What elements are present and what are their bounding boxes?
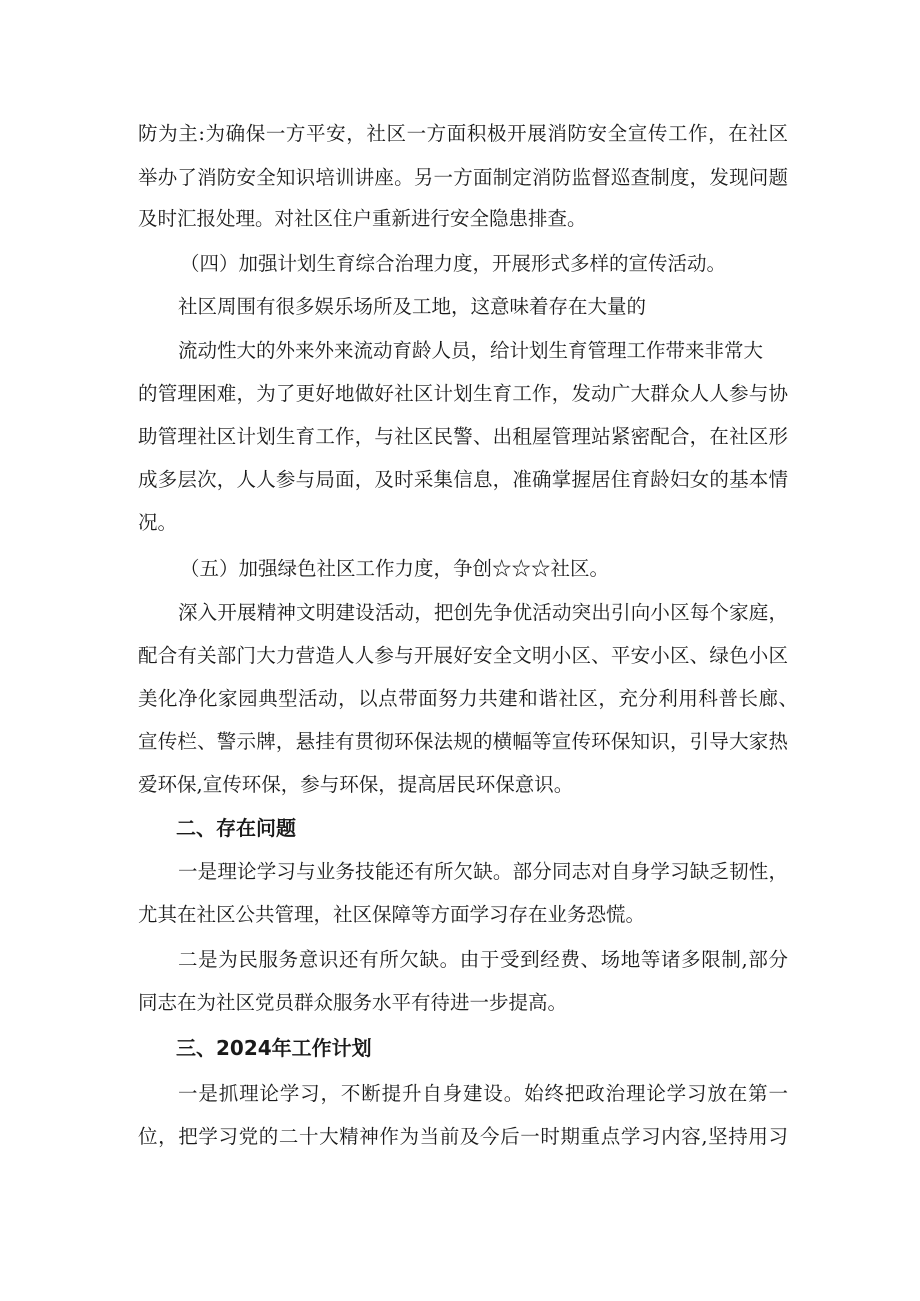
paragraph-line: 的管理困难，为了更好地做好社区计划生育工作，发动广大群众人人参与协 bbox=[138, 382, 788, 405]
paragraph-line: 配合有关部门大力营造人人参与开展好安全文明小区、平安小区、绿色小区 bbox=[138, 644, 788, 667]
paragraph-line: 流动性大的外来外来流动育龄人员，给计划生育管理工作带来非常大 bbox=[178, 339, 764, 362]
paragraph-line: 美化净化家园典型活动，以点带面努力共建和谐社区，充分利用科普长廊、 bbox=[138, 687, 798, 710]
paragraph-line: 社区周围有很多娱乐场所及工地，这意味着存在大量的 bbox=[178, 295, 647, 318]
paragraph-line: 成多层次，人人参与局面，及时采集信息，准确掌握居住育龄妇女的基本情 bbox=[138, 468, 788, 491]
heading-2024-plan: 三、2024年工作计划 bbox=[176, 1036, 372, 1060]
paragraph-line: 深入开展精神文明建设活动，把创先争优活动突出引向小区每个家庭， bbox=[178, 601, 788, 624]
paragraph-line: 宣传栏、警示牌，悬挂有贯彻环保法规的横幅等宣传环保知识，引导大家热 bbox=[138, 730, 788, 753]
heading-problems: 二、存在问题 bbox=[176, 816, 296, 840]
paragraph-line: 一是理论学习与业务技能还有所欠缺。部分同志对自身学习缺乏韧性， bbox=[178, 860, 788, 883]
section-heading-4: （四）加强计划生育综合治理力度，开展形式多样的宣传活动。 bbox=[180, 252, 727, 275]
paragraph-line: 尤其在社区公共管理，社区保障等方面学习存在业务恐慌。 bbox=[138, 903, 646, 926]
paragraph-line: 况。 bbox=[138, 511, 178, 534]
paragraph-line: 同志在为社区党员群众服务水平有待进一步提高。 bbox=[138, 991, 568, 1014]
paragraph-line: 及时汇报处理。对社区住户重新进行安全隐患排查。 bbox=[138, 207, 587, 230]
section-heading-5: （五）加强绿色社区工作力度，争创☆☆☆社区。 bbox=[180, 557, 610, 580]
paragraph-line: 爱环保,宣传环保，参与环保，提高居民环保意识。 bbox=[138, 773, 574, 796]
paragraph-line: 二是为民服务意识还有所欠缺。由于受到经费、场地等诸多限制,部分 bbox=[178, 948, 788, 971]
paragraph-line: 位，把学习党的二十大精神作为当前及今后一时期重点学习内容,坚持用习 bbox=[138, 1125, 788, 1148]
paragraph-line: 一是抓理论学习，不断提升自身建设。始终把政治理论学习放在第一 bbox=[178, 1082, 788, 1105]
paragraph-line: 举办了消防安全知识培训讲座。另一方面制定消防监督巡查制度，发现问题 bbox=[138, 166, 788, 189]
paragraph-line: 防为主:为确保一方平安，社区一方面积极开展消防安全宣传工作，在社区 bbox=[138, 122, 788, 145]
paragraph-line: 助管理社区计划生育工作，与社区民警、出租屋管理站紧密配合，在社区形 bbox=[138, 425, 788, 448]
